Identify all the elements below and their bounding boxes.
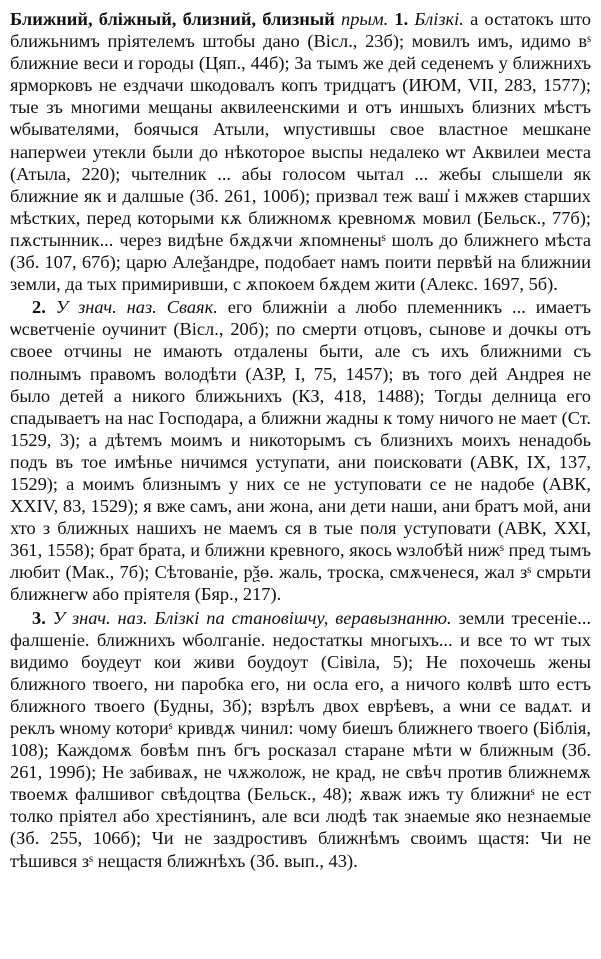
sense-2-paragraph <box>10 296 591 605</box>
part-of-speech-label: прым. <box>341 9 389 29</box>
headword: Ближний, бліжный, близний, близный <box>10 9 335 29</box>
sense-gloss: У знач. наз. Сваяк. <box>55 297 218 318</box>
sense-gloss: Блізкі. <box>414 9 464 29</box>
sense-number: 3. <box>32 607 46 628</box>
sense-3-paragraph <box>10 607 591 872</box>
sense-citations: его ближніи а любо племенникъ ... имаетъ ѡсветченіе оучинит (Віcл., 20б); по смерти отцовъ, сынове и дочкы отъ своее отчины не имають отдалены быти, але съ ихъ ближними съ полнымъ правомъ володѣти (АЗР, I, 75, 1457); въ того дей Андрея не было детей а никого ближьнихъ (КЗ, 418, 1488); Тогды делница его спадываетъ на нас Господара, а ближни жадны к тому ничого не мает (Ст. 1529, 3); а дѣтемъ моимъ и никоторымъ съ близнихъ моихъ ненадобь подъ въ тое имѣнье ничимся уступати, ани поисковати (АВК, IX, 137, 1529); а моимъ близнымъ у них се не уступовати се не надобе (АВК, XXIV, 83, 1529); я вже самъ, ани жона, ани дети наши, ани братъ мой, ани хто з ближных нашихъ не маемъ ся в тые поля уступовати (АВК, XXI, 361, 1558); брат брата, и ближни кревного, якось ѡзлобѣй нижˢ пред тымъ любит (Мак., 7б); Сѣтованіе, рѯѳ. жаль, троска, смѫченеся, жал зˢ смрьти ближнегѡ або пріятеля (Бяр., 217). <box>10 297 591 605</box>
sense-number: 2. <box>32 297 46 318</box>
sense-citations: а остатокъ што ближьнимъ пріятелемъ штобы дано (Віcл., 23б); мовилъ имъ, идимо вˢ ближние веси и городы (Цяп., 44б); За тымъ же дей седенемъ у ближнихъ ярморковъ не ездчачи шкодовалъ копъ тридцатъ (ИЮМ, VII, 283, 1577); тые зъ многими мещаны аквилеенскими и отъ иншыхъ близних мѣстъ ѡбывателями, боячыся Атыли, ѡпустившы свое властное мешкане наперwеи утекли были до нѣкоторое выспы недалеко ѡт Аквилеи места (Атыла, 220); чытелник ... абы голосом чытал ... жебы слышели як ближние як и далшые (Зб. 261, 100б); призвал теж ваш̓ і мѫжев старших мѣстких, перед которыми кѫ ближномѫ кревномѫ мовил (Бельск., 77б); пѫстынник... через видѣне бѫдѫчи ѫпомненыˢ шолъ до ближнего мѣста (Зб. 107, 67б); царю Алеѯандре, подобает намъ поити первѣй на ближнии земли, да тых примиривши, с ѫпокоем бѫдем жити (Алекс. 1697, 5б). <box>10 9 591 295</box>
sense-number: 1. <box>394 9 409 29</box>
sense-gloss: У знач. наз. Блізкі па становішчу, веравызнанню. <box>52 607 452 628</box>
sense-citations: земли тресеніе... фалшеніе. ближнихъ ѡболганіе. недостаткы многыхъ... и все то ѡт тых видимо боудеут кои живи боудоут (Сівіла, 5); Не похочешь жены ближного твоего, ни паробка его, ни осла его, а ничого колвѣ што естъ ближного твоего (Будны, 3б); взрѣлъ двох еврѣевъ, а ѡни се вадѧт. и реклъ ѡному коториˢ кривдѫ чинил: чому биешъ ближнего твоего (Біблія, 108); Каждомѫ бовѣм пнъ бгъ росказал старане мѣти ѡ ближным (Зб. 261, 199б); Не забиваѫ, не чѫжолож, не крад, не свѣч против ближнемѫ твоемѫ фалшивог свѣдоцтва (Бельск., 48); ѫваж ижъ ту ближниˢ не ест толко пріятел або хрестіянинъ, але вси людѣ так знаемые яко незнаемые (Зб. 255, 106б); Чи не заздростивъ ближнѣмъ своимъ щастя: Чи не тѣшився зˢ нещастя ближнѣхъ (Зб. вып., 43). <box>10 607 592 871</box>
sense-1-paragraph <box>10 8 591 295</box>
